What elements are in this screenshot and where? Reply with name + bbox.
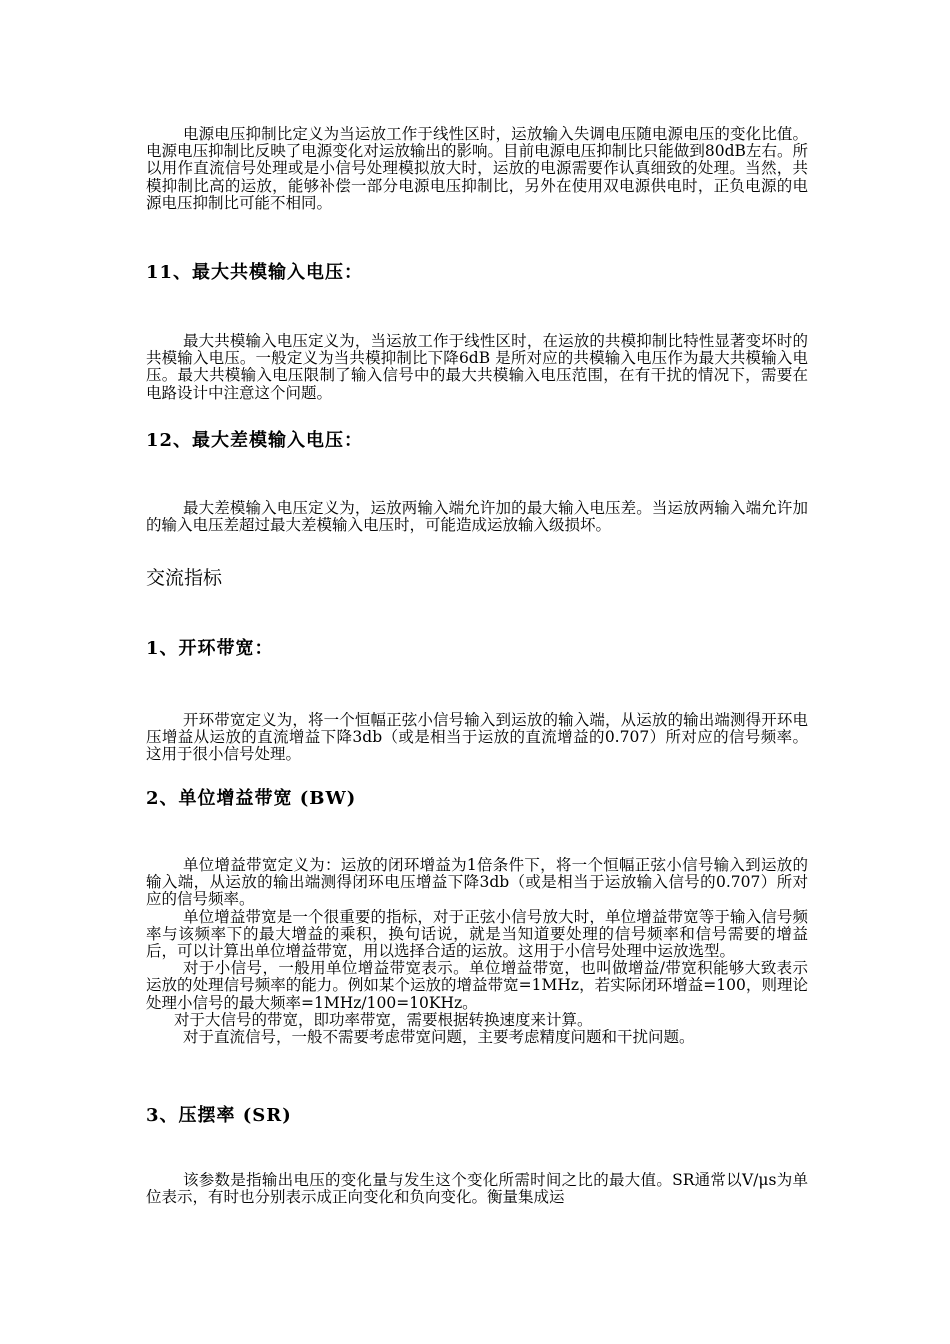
paragraph-text: 单位增益带宽是一个很重要的指标，对于正弦小信号放大时，单位增益带宽等于输入信号频率与该频率下的最大增益的乘积，换句话说，就是当知道要处理的信号频率和信号需要的增益后，可以计算出单位增益带宽，用以选择合适的运放。这用于小信号处理中运放选型。 [146, 907, 808, 961]
paragraph-text: 最大共模输入电压定义为，当运放工作于线性区时，在运放的共模抑制比特性显著变坏时的共模输入电压。一般定义为当共模抑制比下降6dB 是所对应的共模输入电压作为最大共模输入电压。最大共模输入电压限制了输入信号中的最大共模输入电压范围，在有干扰的情况下，需要在电路设计中注意这个问题。 [146, 332, 808, 402]
paragraph-text: 对于大信号的带宽，即功率带宽，需要根据转换速度来计算。 [174, 1010, 593, 1029]
heading-unity-gain-bandwidth: 2、单位增益带宽 (BW) [146, 788, 357, 809]
slew-rate-paragraph [146, 1172, 808, 1206]
psrr-paragraph [146, 126, 808, 212]
unity-gain-bandwidth-paragraphs [146, 857, 808, 1046]
paragraph-text: 单位增益带宽定义为：运放的闭环增益为1倍条件下，将一个恒幅正弦小信号输入到运放的输入端，从运放的输出端测得闭环电压增益下降3db（或是相当于运放输入信号的0.707）所对应的信号频率。 [146, 856, 808, 909]
paragraph-text: 对于小信号，一般用单位增益带宽表示。单位增益带宽，也叫做增益/带宽积能够大致表示运放的处理信号频率的能力。例如某个运放的增益带宽=1MHz，若实际闭环增益=100，则理论处理小信号的最大频率=1MHz/100=10KHz。 [146, 959, 808, 1012]
paragraph-text: 开环带宽定义为，将一个恒幅正弦小信号输入到运放的输入端，从运放的输出端测得开环电压增益从运放的直流增益下降3db（或是相当于运放的直流增益的0.707）所对应的信号频率。这用于很小信号处理。 [146, 711, 808, 764]
max-common-mode-paragraph [146, 333, 808, 402]
heading-slew-rate: 3、压摆率 (SR) [146, 1105, 292, 1126]
paragraph-text: 最大差模输入电压定义为，运放两输入端允许加的最大输入电压差。当运放两输入端允许加的输入电压差超过最大差模输入电压时，可能造成运放输入级损坏。 [146, 499, 808, 535]
paragraph-text: 电源电压抑制比定义为当运放工作于线性区时，运放输入失调电压随电源电压的变化比值。电源电压抑制比反映了电源变化对运放输出的影响。目前电源电压抑制比只能做到80dB左右。所以用作直流信号处理或是小信号处理模拟放大时，运放的电源需要作认真细致的处理。当然，共模抑制比高的运放，能够补偿一部分电源电压抑制比，另外在使用双电源供电时，正负电源的电源电压抑制比可能不相同。 [146, 125, 808, 212]
heading-max-differential-voltage: 12、最大差模输入电压： [146, 430, 364, 451]
paragraph-text: 对于直流信号，一般不需要考虑带宽问题，主要考虑精度问题和干扰问题。 [183, 1028, 695, 1047]
heading-max-common-mode-voltage: 11、最大共模输入电压： [146, 262, 364, 283]
paragraph-text: 该参数是指输出电压的变化量与发生这个变化所需时间之比的最大值。SR通常以V/μs为单位表示，有时也分别表示成正向变化和负向变化。衡量集成运 [146, 1171, 808, 1207]
open-loop-bandwidth-paragraph [146, 712, 808, 764]
section-title-ac-specs: 交流指标 [146, 567, 223, 589]
max-differential-paragraph [146, 500, 808, 534]
heading-open-loop-bandwidth: 1、开环带宽： [146, 638, 274, 659]
